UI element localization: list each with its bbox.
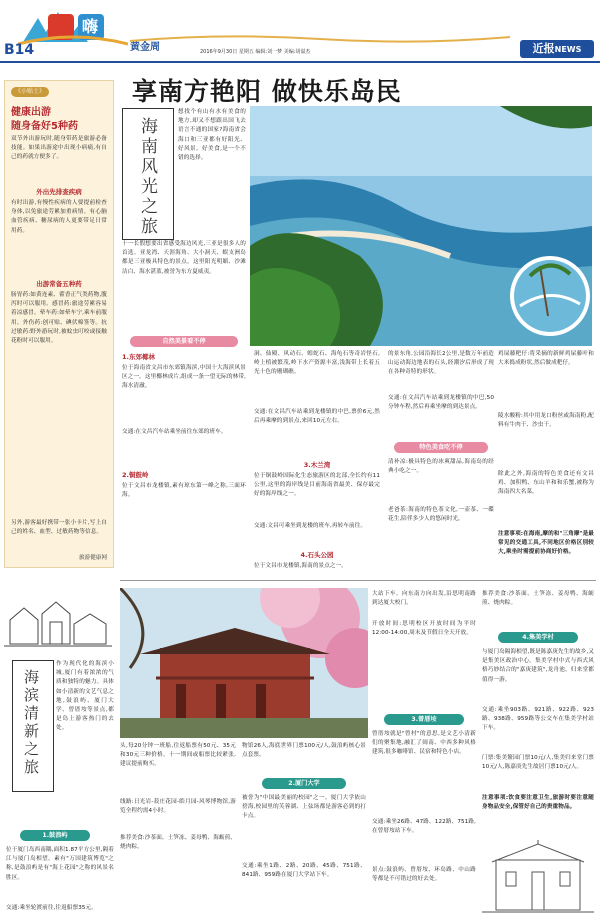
- article1-para-6: 的景东角,公园沿海长2公里,是数万年前造山运动海边地表的石头,经潮汐后形成了现在各种奇特的形状。: [388, 351, 494, 376]
- article2-intro: 作为现代化的海滨小城,厦门有着浓浓的气质和独特的魅力。具体如小清新的文艺气息之地,鼓浪屿、厦门大学、曾厝垵等景点,都是岛上游客热门的去处。: [56, 661, 114, 732]
- sidebar-para-1: 有时出游,有慢性疾病的人要提前检查身体,以免旅途劳累加重病情。有心脑血管疾病、糖尿病的人更要带足日常用药。: [11, 200, 107, 234]
- sidebar-head-2: 出游常备五种药: [36, 280, 82, 288]
- section-name: 黄金周: [130, 42, 160, 53]
- article1-lead: 十一长假想要出省感受海边风光,三亚是很多人的首选。亚龙湾、天涯海角、大小洞天、蜈支洲岛都是三亚极具特色的景点。这里阳光明媚、沙滩洁白、海水湛蓝,被誉为东方夏威夷。: [122, 241, 246, 275]
- article1-para-6b: 交通:在文昌汽车站乘到龙楼镇的中巴,50分钟车程,然后再乘坐摩的到达景点。: [388, 395, 494, 411]
- sidebar-para-2: 肠胃药:如黄连素、藿香正气类药物,腹泻时可以服用。感冒药:旅途劳累容易着凉感冒。晕车药:如晕车宁,乘车前服用。外伤药:创可贴、碘伏棉签等。抗过敏药:野外游玩时,被蚊虫叮咬或接触花粉时可以服用。: [11, 292, 107, 345]
- article2-para-5: 曾厝垵就是"曾村"的意思,是文艺小清新们的聚集地,融汇了闽南、中西多种风格建筑,很多咖啡馆、民宿和特色小店。: [372, 731, 476, 756]
- hainan-beach-photo: [250, 106, 592, 346]
- article1-para-1: 位于海南省文昌市东郊镇海滨,中国十大海滨风景区之一。这里椰林成片,组成一条一望无际的林带,海水清澈。: [122, 365, 246, 390]
- article2-para-3b: 被誉为"中国最美丽的校园"之一。厦门大学依山傍海,校园里的芙蓉湖、上弦场都是游客必到的打卡点。: [242, 795, 366, 820]
- article2-para-7b: 交通:乘坐903路、921路、922路、923路、938路、959路等公交车在集美学村站下车。: [482, 707, 594, 732]
- article1-note: 注意事项:在海南,摩的和"三角摩"是最常见的交通工具,不同地区价格区别较大,乘坐时需提前协商好价格。: [498, 531, 594, 556]
- article1-sub-1: 1.东郊椰林: [122, 353, 155, 361]
- article2-para-6: 景点:鼓浪屿、曾厝垵、环岛路、中山路等都是不可错过的好去处。: [372, 867, 476, 883]
- article2-para-2b: 线路:日光岩-菽庄花园-皓月园-风琴博物馆,游览全程约需4小时。: [120, 799, 236, 815]
- xiamen-building-sketch: [482, 840, 594, 916]
- article1-title-box: [122, 108, 174, 240]
- section-char-1: 嗨: [81, 17, 98, 36]
- article2-para-4: 大站下车。向东南方向出发,沿思明南路到达厦大校门。: [372, 591, 476, 607]
- article2-para-3c: 交通:乘坐1路、2路、20路、45路、751路、841路、959路在厦门大学站下车。: [242, 863, 366, 879]
- article2-para-2c: 推荐美食:沙茶面、土笋冻、姜母鸭、海蛎煎、烧肉粽。: [120, 835, 236, 851]
- article2-para-7-top: 推荐美食:沙茶面、土笋冻、姜母鸭、海蛎煎、烧肉粽。: [482, 591, 594, 607]
- food-item-5: 除此之外,海南的特色美食还有文昌鸡、加积鸭、东山羊和和乐蟹,被称为海南四大名菜。: [498, 471, 594, 496]
- article1-intro: 想找个有山有水有美食的地方,却又不想跟出国飞去语言不通的国家?海南省会海口和三亚都有好阳光、好风景、好美食,是一个不错的选择。: [178, 109, 246, 162]
- sidebar-signature: 旅游健康网: [79, 555, 107, 561]
- date-line: 2016年9月30日 星期五 编辑:刘一梦 美编:胡溢杰: [200, 49, 311, 55]
- article1-heading-1: 自然美景看不停: [130, 336, 238, 347]
- article2-para-1: 位于厦门岛西南隅,面积1.87平方公里,隔着江与厦门岛相望。素有"万国建筑博览"之称,是鼓浪屿是有"海上花园"之称的风景名胜区。: [6, 847, 114, 881]
- masthead-rule: [0, 61, 600, 63]
- sidebar-para-3: 另外,游客最好携带一张小卡片,写上自己的姓名、血型、过敏药物等信息。: [11, 520, 107, 536]
- food-item-2: 老爸茶:海南的特色茶文化,一壶茶、一碟花生,陪伴多少人的悠闲时光。: [388, 507, 494, 523]
- article1-sub-3: 3.木兰湾: [303, 461, 331, 469]
- sidebar-tag: 《小贴士》: [11, 87, 49, 97]
- brand-logo: [520, 40, 594, 58]
- article1-para-4: 位于铜鼓岭国际化生态旅游区的北部,全长约有11公里,这里的海岸线是目前海南省最美、保存最完好的海岸线之一。: [254, 473, 380, 498]
- article2-note: 注意事项:饮食要注意卫生,旅游时要注意随身物品安全,保管好自己的贵重物品。: [482, 795, 594, 811]
- article2-para-5b: 交通:乘坐26路、47路、122路、751路,在曾厝垵站下车。: [372, 819, 476, 835]
- article1-para-3: 洞、仙殿、风动石、蝗蛇石、海龟石等奇岩怪石,岭上植被繁茂,岭下水产资源丰富,浅海带上长着五光十色的珊瑚礁。: [254, 351, 380, 376]
- brand-name: 近报: [532, 42, 555, 55]
- article2-para-4b: 开放时间:思明校区开放时间为平时12:00-14:00,周末及节假日全天开放。: [372, 621, 476, 637]
- article2-para-7: 与厦门岛隔海相望,既是陈嘉庚先生的故乡,又是集美区政治中心。集美学村中式与西式风格巧妙结合的"嘉庚建筑",龙舟池、归来堂都值得一游。: [482, 649, 594, 683]
- section-divider: [120, 580, 596, 581]
- article2-para-1b: 交通:乘坐轮渡前往,往返船票35元。: [6, 905, 97, 911]
- article2-heading-3: 3.曾厝垵: [384, 714, 464, 725]
- article2-para-3: 物馆26人,海底世界门票100元/人,鼓浪屿核心景点套票。: [242, 743, 366, 759]
- article1-para-4b: 交通:文昌可乘坐到龙楼的班车,再转车前往。: [254, 523, 367, 529]
- article2-para-7c: 门票:集美鳌园门票10元/人,集美归来堂门票10元/人,陈嘉庚先生故居门票10元/人。: [482, 755, 594, 771]
- article2-heading-4: 4.集美学村: [498, 632, 578, 643]
- page-headline: 享南方艳阳 做快乐岛民: [132, 77, 402, 106]
- page-number: B14: [4, 42, 35, 58]
- article1-sub-4: 4.石头公园: [300, 551, 334, 559]
- xiamen-sketch: [4, 590, 112, 652]
- sidebar-title-2: 随身备好5种药: [11, 121, 78, 132]
- brand-en: NEWS: [554, 45, 582, 54]
- xiamen-pavilion-photo: [120, 588, 368, 738]
- article1-heading-5: 特色美食吃不停: [394, 442, 488, 453]
- article1-para-5: 位于文昌市龙楼镇,海南的景点之一。: [254, 563, 347, 569]
- article2-heading-1: 1.鼓浪屿: [20, 830, 90, 841]
- article1-para-2: 位于文昌市龙楼镇,素有琼东第一峰之称,三面环海。: [122, 483, 246, 499]
- sidebar-title-1: 健康出游: [11, 107, 51, 118]
- article2-heading-2: 2.厦门大学: [262, 778, 346, 789]
- sidebar-head-1: 外出先排查疾病: [36, 188, 82, 196]
- article2-vertical-title: 海滨清新之旅: [22, 669, 40, 777]
- section-char-2: 翻: [111, 17, 128, 36]
- masthead-wave: [130, 30, 510, 42]
- health-sidebar: [4, 80, 114, 568]
- article1-vertical-title: 海南风光之旅: [137, 117, 157, 237]
- article2-para-2: 头,每20分钟一班船,往返船票有50元、35元和30元三种价格。十一期间或船票比较紧张,建议提前购买。: [120, 743, 236, 768]
- article1-para-1b: 交通:在文昌汽车站乘坐前往东郊的班车。: [122, 429, 227, 435]
- article1-para-3b: 交通:在文昌汽车站乘到龙楼镇的中巴,票价6元,然后再乘摩的到景点,来回10元左右。: [254, 409, 380, 425]
- article2-title-box: [12, 660, 54, 792]
- masthead: [0, 0, 600, 64]
- food-item-1: 清补凉:极具特色的冰爽甜品,海南岛的经典小吃之一。: [388, 459, 494, 475]
- sidebar-intro: 双节外出游玩时,随身带药是旅游必备技能。如果出游途中出现小病痛,有自己的药就方便多了。: [11, 136, 107, 161]
- food-item-3: 鸡屎藤粑仔:将采摘的新鲜鸡屎藤叶和大米捣成粉状,然后做成粑仔。: [498, 351, 594, 367]
- food-item-4: 陵水酸粉:其中用龙口粉丝或海南粉,配料有牛肉干、沙虫干。: [498, 413, 594, 429]
- article1-sub-2: 2.铜鼓岭: [122, 471, 149, 479]
